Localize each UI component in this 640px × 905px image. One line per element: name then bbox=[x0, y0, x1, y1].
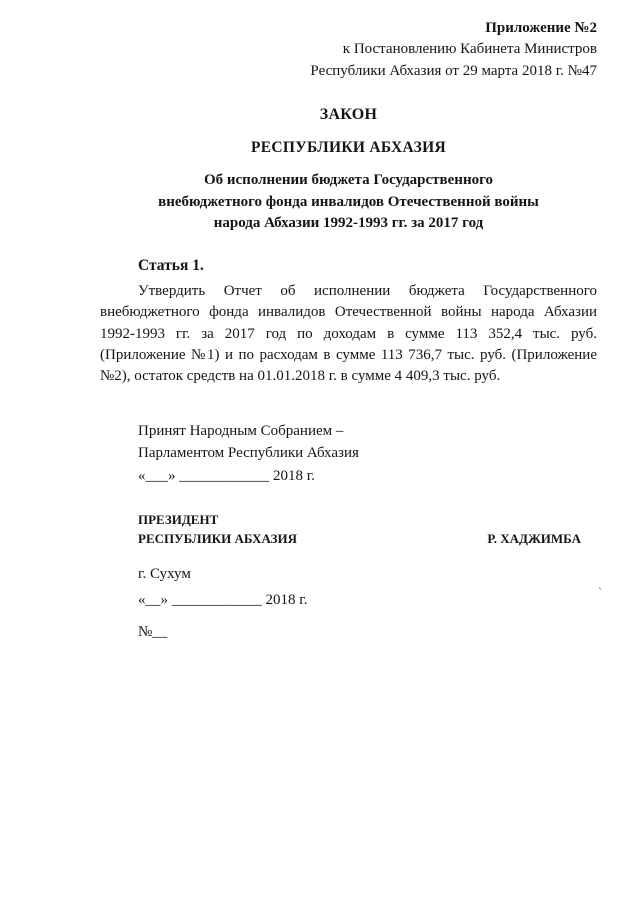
annex-number: Приложение №2 bbox=[485, 20, 597, 36]
president-name: Р. ХАДЖИМБА bbox=[487, 530, 581, 546]
article-heading: Статья 1. bbox=[138, 257, 204, 275]
footer-date-line: «__» ____________ 2018 г. bbox=[138, 591, 308, 608]
adoption-block bbox=[100, 420, 597, 488]
signature-row bbox=[100, 511, 597, 549]
footer-number: №__ bbox=[138, 623, 168, 640]
adoption-line1: Принят Народным Собранием – bbox=[138, 422, 344, 439]
annex-ref-line1: к Постановлению Кабинета Министров bbox=[342, 41, 597, 58]
president-title-line1: ПРЕЗИДЕНТ bbox=[138, 512, 219, 528]
president-title-line2: РЕСПУБЛИКИ АБХАЗИЯ bbox=[138, 530, 297, 546]
scan-artifact: ` bbox=[598, 585, 602, 599]
footer-city: г. Сухум bbox=[138, 565, 191, 582]
annex-ref-line2: Республики Абхазия от 29 марта 2018 г. №47 bbox=[310, 62, 597, 79]
law-subject-title: Об исполнении бюджета Государственного внебюджетного фонда инвалидов Отечественной войны народа Абхазии 1992-1993 гг. за 2017 год bbox=[158, 171, 539, 232]
president-title bbox=[138, 511, 297, 549]
adoption-line2: Парламентом Республики Абхазия bbox=[138, 445, 359, 462]
republic-title: РЕСПУБЛИКИ АБХАЗИЯ bbox=[251, 138, 446, 156]
law-title: ЗАКОН bbox=[319, 105, 378, 123]
article-body: Утвердить Отчет об исполнении бюджета Государственного внебюджетного фонда инвалидов Отечественной войны народа Абхазии 1992-1993 гг. за 2017 год по доходам в сумме 113 352,4 тыс. руб. (Приложение №1) и по расходам в сумме 113 736,7 тыс. руб. (Приложение №2), остаток средств на 01.01.2018 г. в сумме 4 409,3 тыс. руб. bbox=[100, 283, 597, 385]
annex-header bbox=[100, 18, 597, 82]
adoption-date-line: «___» ____________ 2018 г. bbox=[138, 467, 315, 484]
